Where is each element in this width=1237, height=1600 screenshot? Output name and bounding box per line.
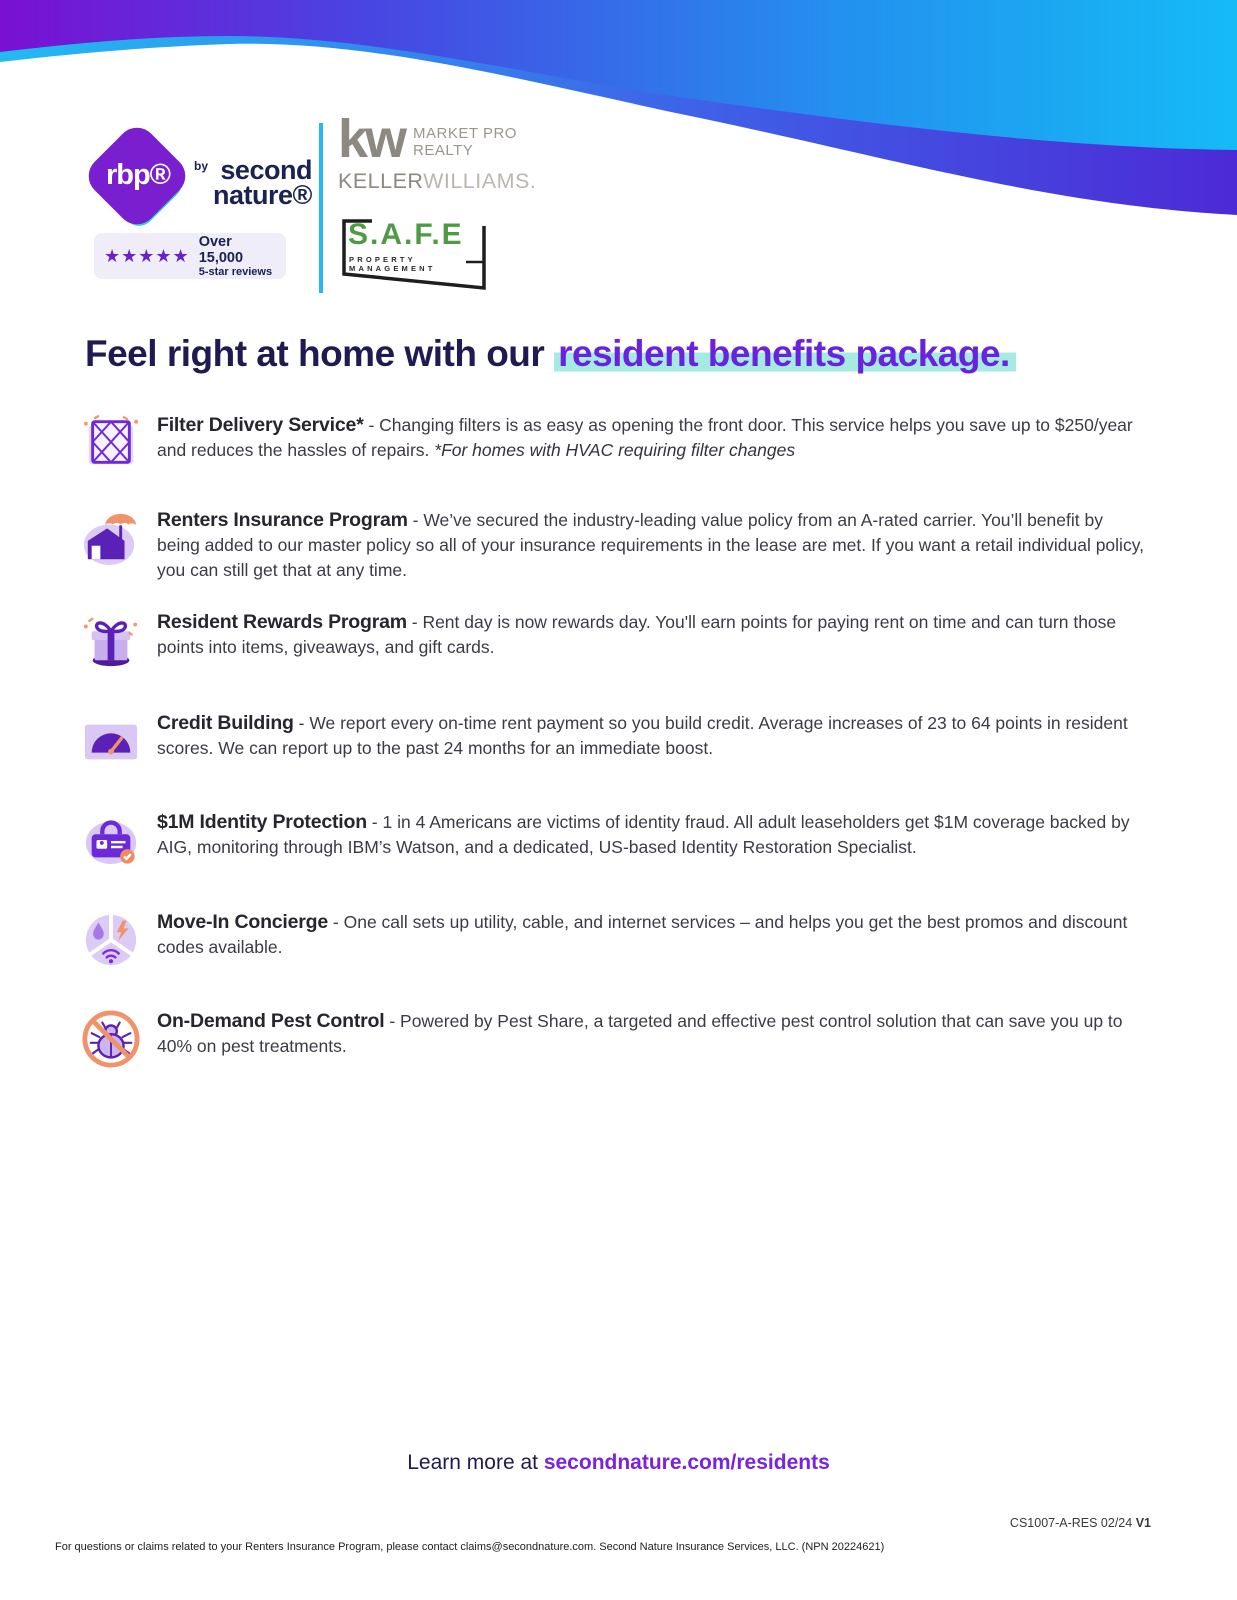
by-label: by bbox=[194, 159, 209, 173]
learn-more-prefix: Learn more at bbox=[407, 1451, 538, 1474]
svg-text:★ ★ ★: ★ ★ ★ bbox=[92, 757, 130, 771]
credit-gauge-icon bbox=[82, 710, 140, 772]
learn-more bbox=[0, 1451, 1237, 1475]
list-item: Filter Delivery Service* - Changing filters is as easy as opening the front door. This service helps you save up to $250/year and reduces the hassles of repairs. *For homes with HVAC requiring filter changes bbox=[82, 412, 1144, 474]
doc-code: CS1007-A-RES 02/24 V1 bbox=[1009, 1516, 1151, 1530]
benefit-body: Rent day is now rewards day. You'll earn points for paying rent on time and can turn those points into items, giveaways, and gift cards. bbox=[157, 612, 1117, 657]
benefits-list bbox=[82, 412, 1144, 1070]
benefit-title: Move-In Concierge bbox=[157, 911, 329, 933]
benefit-body: We report every on-time rent payment so you build credit. Average increases of 23 to 64 points in resident scores. We can report up to the past 24 months for an immediate boost. bbox=[157, 713, 1128, 758]
logo-divider bbox=[319, 123, 323, 293]
benefit-body: Powered by Pest Share, a targeted and effective pest control solution that can save you up to 40% on pest treatments. bbox=[157, 1011, 1123, 1056]
safe-name: S.A.F.E bbox=[348, 218, 464, 251]
page-title bbox=[85, 333, 1016, 375]
benefit-body: Changing filters is as easy as opening the front door. This service helps you save up to $250/year and reduces the hassles of repairs. bbox=[157, 415, 1133, 460]
safe-logo bbox=[338, 214, 490, 294]
brand-word-second: second bbox=[220, 155, 312, 185]
renters-insurance-icon bbox=[82, 507, 140, 569]
benefit-body: 1 in 4 Americans are victims of identity fraud. All adult leaseholders get $1M coverage backed by AIG, monitoring through IBM’s Watson, and a dedicated, US-based Identity Restoration Specialist. bbox=[157, 812, 1130, 857]
list-item: Move-In Concierge - One call sets up utility, cable, and internet services – and helps you get the best promos and discount codes available. bbox=[82, 909, 1144, 971]
rewards-gift-icon bbox=[82, 609, 140, 671]
move-in-utilities-icon bbox=[82, 909, 140, 971]
list-item: On-Demand Pest Control - Powered by Pest Share, a targeted and effective pest control solution that can save you up to 40% on pest treatments. bbox=[82, 1008, 1144, 1070]
list-item: Resident Rewards Program - Rent day is now rewards day. You'll earn points for paying rent on time and can turn those points into items, giveaways, and gift cards. bbox=[82, 609, 1144, 671]
kw-williams: WILLIAMS. bbox=[423, 169, 537, 194]
benefit-note: *For homes with HVAC requiring filter changes bbox=[429, 440, 796, 460]
list-item: Renters Insurance Program - We’ve secured the industry-leading value policy from an A-rated carrier. You’ll benefit by being added to our master policy so all of your insurance requirements in the lease are met. If you want a retail individual policy, you can still get that at any time. bbox=[82, 507, 1144, 583]
benefit-title: On-Demand Pest Control bbox=[157, 1010, 385, 1032]
benefit-body: One call sets up utility, cable, and internet services – and helps you get the best promos and discount codes available. bbox=[157, 912, 1128, 957]
headline-prefix: Feel right at home with our bbox=[85, 333, 545, 374]
reviews-count: Over 15,000 bbox=[198, 234, 244, 266]
five-stars-icon: ★★★★★ bbox=[104, 245, 190, 266]
learn-more-link[interactable]: secondnature.com/residents bbox=[543, 1451, 830, 1474]
filter-icon bbox=[82, 412, 140, 474]
headline-highlight: resident benefits package. bbox=[554, 333, 1016, 374]
reviews-subtext: 5-star reviews bbox=[198, 266, 273, 278]
keller-williams-logo bbox=[338, 109, 537, 194]
list-item: $1M Identity Protection - 1 in 4 Americans are victims of identity fraud. All adult leaseholders get $1M coverage backed by AIG, monitoring through IBM’s Watson, and a dedicated, US-based Identity Restoration Specialist. bbox=[82, 809, 1144, 871]
benefit-title: Filter Delivery Service* bbox=[157, 414, 364, 436]
legal-disclaimer: For questions or claims related to your Renters Insurance Program, please contact claims@secondnature.com. Second Nature Insurance Services, LLC. (NPN 20224621) bbox=[55, 1541, 885, 1553]
second-nature-logo bbox=[194, 155, 312, 210]
rbp-logo-text: rbp® bbox=[105, 159, 171, 191]
kw-market-pro: MARKET PRO bbox=[413, 125, 517, 142]
kw-realty: REALTY bbox=[413, 142, 474, 160]
benefit-body: We’ve secured the industry-leading value policy from an A-rated carrier. You’ll benefit by being added to our master policy so all of your insurance requirements in the lease are met. If you want a retail individual policy, you can still get that at any time. bbox=[157, 510, 1145, 580]
benefit-title: $1M Identity Protection bbox=[157, 811, 367, 833]
doc-version: V1 bbox=[1135, 1516, 1151, 1530]
benefit-title: Credit Building bbox=[157, 712, 294, 734]
benefit-title: Renters Insurance Program bbox=[157, 509, 408, 531]
benefit-title: Resident Rewards Program bbox=[157, 611, 407, 633]
safe-subtitle: PROPERTY MANAGEMENT bbox=[349, 255, 436, 273]
rbp-logo bbox=[90, 126, 186, 240]
kw-monogram: kw bbox=[338, 109, 405, 169]
identity-protection-icon bbox=[82, 809, 140, 871]
no-pests-icon bbox=[82, 1008, 140, 1070]
list-item: ★ ★ ★ Credit Building - We report every on-time rent payment so you build credit. Average increases of 23 to 64 points in resident scores. We can report up to the past 24 months for an immediate boost. bbox=[82, 710, 1144, 772]
reviews-badge bbox=[94, 233, 286, 279]
brand-word-nature: nature® bbox=[213, 179, 312, 210]
kw-keller: KELLER bbox=[338, 169, 424, 194]
